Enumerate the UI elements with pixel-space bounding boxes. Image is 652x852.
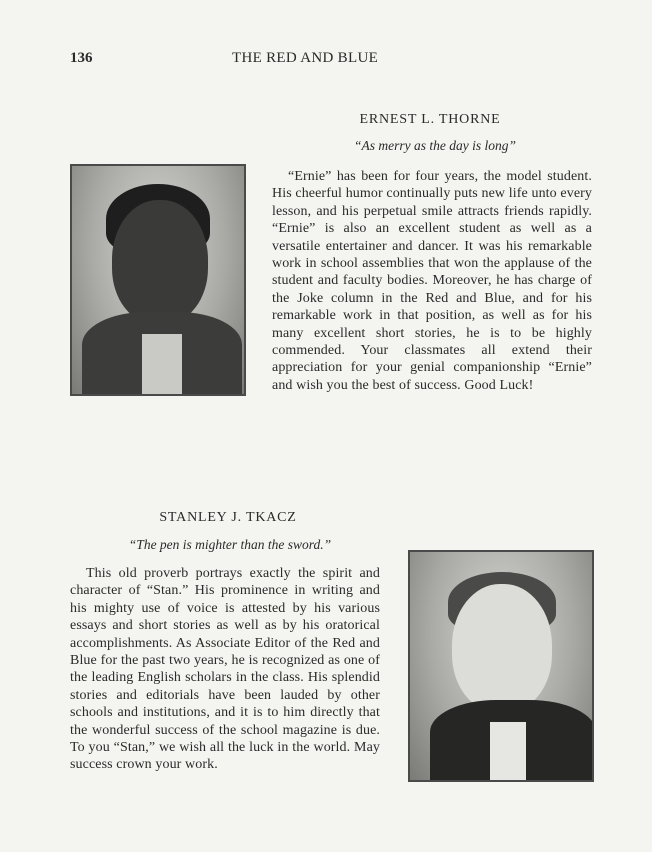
page-number: 136 [70, 50, 93, 66]
entry-bio [272, 168, 592, 394]
entry-name: STANLEY J. TKACZ [159, 510, 297, 525]
portrait-photo [408, 550, 594, 782]
entry-motto: “As merry as the day is long” [354, 138, 516, 153]
bio-text: “Ernie” has been for four years, the model student. His cheerful humor continually puts new life unto every lesson, and his perpetual smile attracts friends rapidly. “Ernie” is also an excellent student as well as a versatile entertainer and dancer. It was his remarkable work in school assemblies that won the applause of the student and faculty bodies. Moreover, he has charge of the Joke column in the Red and Blue, and for his remarkable work in that position, as well as for his many excellent short stories, he is to be highly commended. Your classmates all extend their appreciation for your genial companionship “Ernie” and wish you the best of success. Good Luck! [272, 169, 592, 393]
portrait-photo [70, 164, 246, 396]
bio-text: This old proverb portrays exactly the spirit and character of “Stan.” His prominence in writing and his mighty use of voice is attested by his various essays and short stories as well as by his oratorical accomplishments. As Associate Editor of the Red and Blue for the past two years, he is recognized as one of the leading English scholars in the class. His splendid stories and editorials have been lauded by other schools and institutions, and it is to him directly that the wonderful success of the school magazine is due. To you “Stan,” we wish all the luck in the world. May success crown your work. [70, 566, 380, 773]
running-title: THE RED AND BLUE [232, 50, 379, 66]
entry-motto: “The pen is mighter than the sword.” [128, 537, 332, 552]
entry-name: ERNEST L. THORNE [359, 112, 501, 127]
entry-bio [70, 565, 380, 774]
